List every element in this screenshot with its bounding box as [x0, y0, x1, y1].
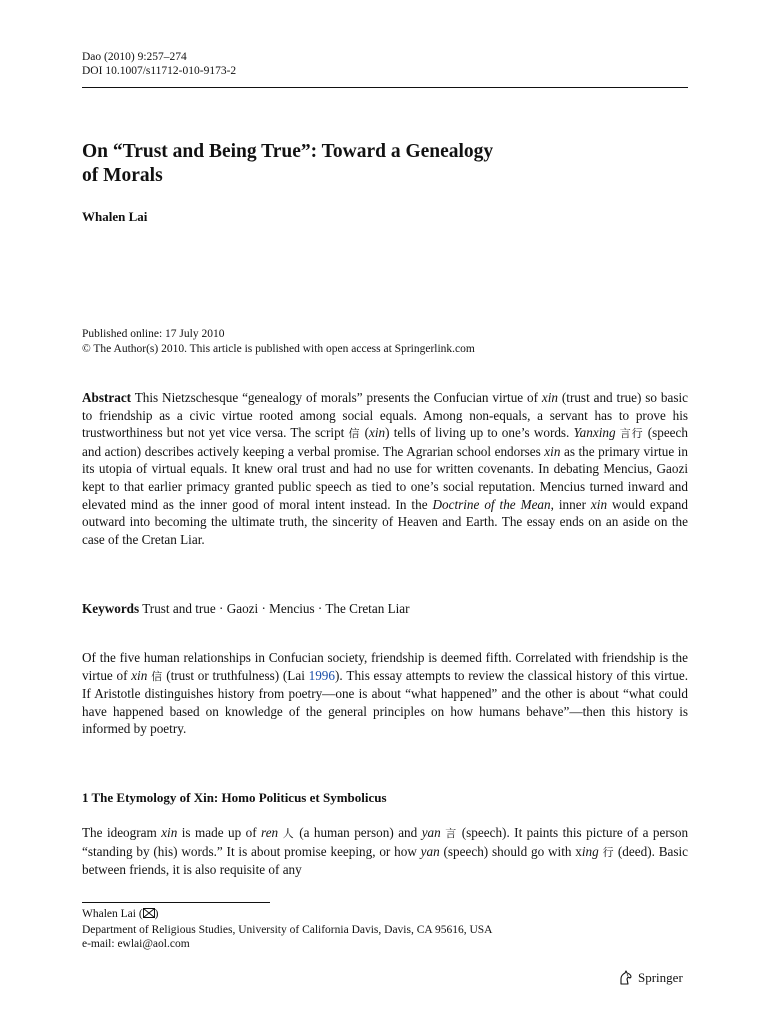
published-date: Published online: 17 July 2010 — [82, 328, 225, 340]
publisher-name: Springer — [638, 970, 683, 985]
term-ren: ren — [261, 825, 279, 840]
title-line-2: of Morals — [82, 165, 163, 186]
term-xing-suffix: ing — [581, 843, 599, 859]
chinese-characters-yanxing: 言行 — [619, 427, 644, 441]
abstract-label: Abstract — [82, 390, 132, 405]
citation-link[interactable]: 1996 — [308, 667, 335, 683]
body-text: The ideogram — [82, 825, 162, 840]
chinese-character-xing: 行 — [602, 845, 615, 859]
footnote-affiliation: Department of Religious Studies, University of California Davis, Davis, CA 95616, USA — [82, 923, 493, 936]
publication-info — [82, 327, 688, 357]
chinese-character-ren: 人 — [282, 827, 295, 840]
term-xin: xin — [544, 443, 561, 459]
term-xin: xin — [131, 667, 148, 683]
abstract-text: as the primary virtue in its utopia of virtual equals. It knew oral trust and had no use for written covenants. In debating Mencius, Gaozi kept to that earlier primacy granted public speech as tied to one’s social reputation. Mencius turned inward and elevated mind as the inner good of moral intent instead. In the — [82, 443, 689, 512]
body-text: (deed). Basic between friends, it is also requisite of any — [82, 843, 689, 878]
chinese-character-xin: 信 — [348, 427, 361, 441]
copyright-notice: © The Author(s) 2010. This article is published with open access at Springerlink.com — [82, 343, 475, 355]
footnote-author-line — [82, 907, 688, 923]
article-title — [82, 140, 642, 188]
footnote-rule — [82, 902, 270, 903]
chinese-character-yan: 言 — [445, 827, 458, 840]
body-text: (trust or truthfulness) (Lai — [162, 667, 309, 683]
journal-header — [82, 50, 688, 78]
springer-horse-icon — [618, 970, 634, 986]
body-text: (speech) should go with x — [439, 843, 582, 859]
body-text: (a human person) and — [294, 825, 422, 840]
abstract-text: (speech and action) describes actively keeping a verbal promise. The Agrarian school endorses — [82, 425, 688, 459]
abstract — [82, 389, 688, 548]
footnote-author: Whalen Lai ( — [82, 908, 143, 920]
abstract-text: would expand outward into becoming the ultimate truth, the sincerity of Heaven and Earth. The essay ends on an aside on the case of the Cretan Liar. — [82, 496, 688, 547]
doi: DOI 10.1007/s11712-010-9173-2 — [82, 65, 237, 77]
author-name: Whalen Lai — [82, 209, 148, 224]
term-xin: xin — [590, 496, 608, 512]
keywords — [82, 600, 688, 618]
body-text: (speech). It paints this picture of a person “standing by (his) words.” It is about promise keeping, or how — [82, 825, 689, 859]
abstract-text: ) tells of living up to one’s words. — [385, 425, 574, 441]
body-text: is made up of — [177, 825, 262, 840]
header-rule — [82, 87, 688, 88]
abstract-text: (trust and true) so basic to friendship as a civic virtue rooted among social equals. Among non-equals, a servant has to prove his trustworthiness but not yet vice versa. The script — [82, 390, 688, 441]
keywords-label: Keywords — [82, 601, 140, 616]
abstract-text: ( — [360, 425, 369, 441]
author-footnote — [82, 907, 688, 952]
term-xin: xin — [541, 390, 559, 405]
chinese-character-xin: 信 — [151, 669, 163, 683]
footnote-author-close: ) — [154, 908, 159, 920]
intro-paragraph — [82, 649, 688, 738]
section-paragraph — [82, 824, 688, 879]
journal-citation: Dao (2010) 9:257–274 — [82, 51, 187, 63]
term-xin: xin — [161, 825, 178, 840]
term-doctrine-of-the-mean: Doctrine of the Mean — [432, 496, 551, 512]
body-text: ). This essay attempts to review the classical history of this virtue. If Aristotle distinguishes history from poetry—one is about “what happened” and the other is about “what could have happened based on knowledge of the general principles on how humans behave”—then this history is informed by poetry. — [82, 667, 689, 737]
keywords-list: Trust and true · Gaozi · Mencius · The Cretan Liar — [139, 601, 410, 616]
abstract-text: This Nietzschesque “genealogy of morals” presents the Confucian virtue of — [131, 390, 542, 405]
term-yan: yan — [420, 843, 440, 859]
title-line-1: On “Trust and Being True”: Toward a Genealogy — [82, 141, 494, 162]
footnote-email[interactable]: e-mail: ewlai@aol.com — [82, 938, 190, 950]
section-heading: 1 The Etymology of Xin: Homo Politicus et Symbolicus — [82, 790, 387, 805]
term-yanxing: Yanxing — [573, 425, 616, 441]
term-xin: xin — [369, 425, 386, 441]
abstract-text: , inner — [550, 496, 591, 512]
body-text: Of the five human relationships in Confucian society, friendship is deemed fifth. Correlated with friendship is the virtue of — [82, 650, 688, 683]
envelope-icon[interactable] — [143, 908, 155, 923]
publisher-logo — [618, 970, 683, 986]
term-yan: yan — [421, 825, 441, 840]
